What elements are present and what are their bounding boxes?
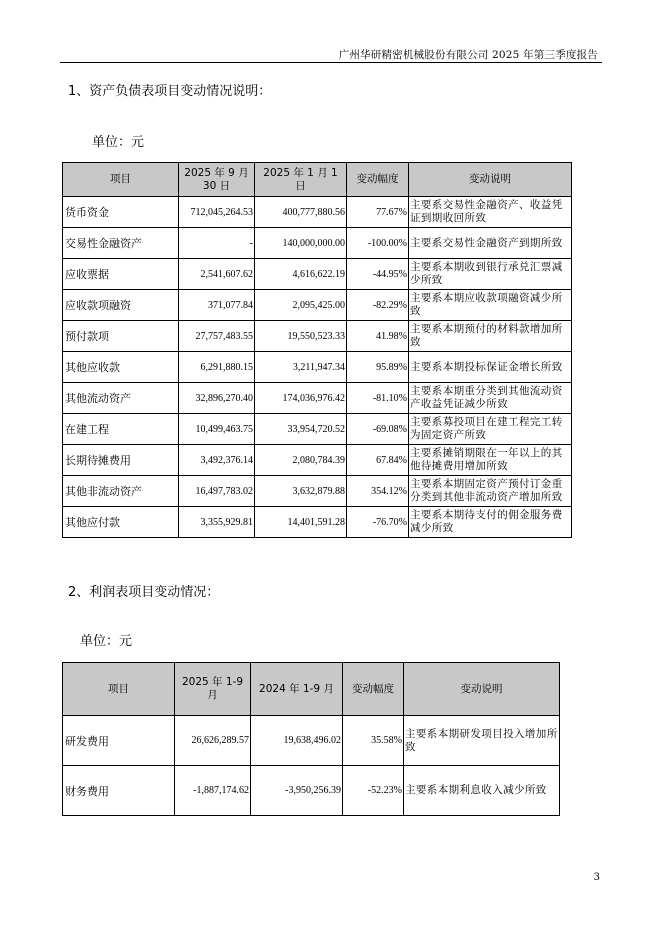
table-row — [63, 290, 572, 321]
table-row — [63, 197, 572, 228]
row-change-note: 主要系募投项目在建工程完工转为固定资产所致 — [409, 414, 572, 445]
row-change-rate: -76.70% — [347, 507, 409, 538]
row-item-name: 其他非流动资产 — [63, 476, 179, 507]
row-change-rate: -82.29% — [347, 290, 409, 321]
row-change-note: 主要系本期待支付的佣金服务费减少所致 — [409, 507, 572, 538]
row-current-value: 32,896,270.40 — [179, 383, 255, 414]
table-row — [63, 476, 572, 507]
row-item-name: 研发费用 — [63, 716, 175, 766]
table-row — [63, 352, 572, 383]
row-item-name: 预付款项 — [63, 321, 179, 352]
row-change-note: 主要系交易性金融资产、收益凭证到期收回所致 — [409, 197, 572, 228]
row-previous-value: 3,632,879.88 — [255, 476, 347, 507]
row-current-value: - — [179, 228, 255, 259]
row-previous-value: 140,000,000.00 — [255, 228, 347, 259]
page-number: 3 — [593, 872, 600, 883]
column-header-note: 变动说明 — [409, 163, 572, 197]
row-previous-value: 19,638,496.02 — [251, 716, 343, 766]
row-current-value: 16,497,783.02 — [179, 476, 255, 507]
column-header-item: 项目 — [63, 163, 179, 197]
row-item-name: 应收款项融资 — [63, 290, 179, 321]
column-header-previous: 2024 年 1-9 月 — [251, 663, 343, 716]
row-change-rate: -52.23% — [343, 766, 404, 816]
row-change-note: 主要系本期收到银行承兑汇票减少所致 — [409, 259, 572, 290]
row-current-value: 371,077.84 — [179, 290, 255, 321]
table-header-row — [63, 163, 572, 197]
row-current-value: 712,045,264.53 — [179, 197, 255, 228]
column-header-note: 变动说明 — [404, 663, 560, 716]
table-row — [63, 507, 572, 538]
row-change-rate: 41.98% — [347, 321, 409, 352]
table-row — [63, 716, 560, 766]
income-statement-changes-table — [62, 662, 560, 816]
row-current-value: 27,757,483.55 — [179, 321, 255, 352]
row-change-rate: -81.10% — [347, 383, 409, 414]
row-item-name: 其他流动资产 — [63, 383, 179, 414]
row-item-name: 在建工程 — [63, 414, 179, 445]
row-change-note: 主要系本期研发项目投入增加所致 — [404, 716, 560, 766]
table-row — [63, 766, 560, 816]
row-item-name: 其他应收款 — [63, 352, 179, 383]
section2-title: 2、利润表项目变动情况： — [68, 585, 220, 600]
row-change-rate: 77.67% — [347, 197, 409, 228]
row-item-name: 货币资金 — [63, 197, 179, 228]
table-row — [63, 228, 572, 259]
row-previous-value: 33,954,720.52 — [255, 414, 347, 445]
row-change-note: 主要系本期应收款项融资减少所致 — [409, 290, 572, 321]
column-header-item: 项目 — [63, 663, 175, 716]
row-change-note: 主要系本期利息收入减少所致 — [404, 766, 560, 816]
row-previous-value: 19,550,523.33 — [255, 321, 347, 352]
row-change-note: 主要系本期重分类到其他流动资产收益凭证减少所致 — [409, 383, 572, 414]
row-change-note: 主要系摊销期限在一年以上的其他待摊费用增加所致 — [409, 445, 572, 476]
table-row — [63, 321, 572, 352]
row-change-rate: 354.12% — [347, 476, 409, 507]
column-header-current: 2025 年 9 月 30 日 — [179, 163, 255, 197]
row-previous-value: 174,036,976.42 — [255, 383, 347, 414]
row-change-rate: 67.84% — [347, 445, 409, 476]
row-current-value: 26,626,289.57 — [175, 716, 251, 766]
row-change-rate: 35.58% — [343, 716, 404, 766]
row-change-rate: -100.00% — [347, 228, 409, 259]
row-change-note: 主要系本期固定资产预付订金重分类到其他非流动资产增加所致 — [409, 476, 572, 507]
row-change-rate: -44.95% — [347, 259, 409, 290]
row-item-name: 长期待摊费用 — [63, 445, 179, 476]
row-previous-value: 14,401,591.28 — [255, 507, 347, 538]
row-previous-value: 400,777,880.56 — [255, 197, 347, 228]
table-row — [63, 414, 572, 445]
row-current-value: -1,887,174.62 — [175, 766, 251, 816]
row-current-value: 6,291,880.15 — [179, 352, 255, 383]
column-header-previous: 2025 年 1 月 1 日 — [255, 163, 347, 197]
row-previous-value: 2,095,425.00 — [255, 290, 347, 321]
row-change-note: 主要系本期预付的材料款增加所致 — [409, 321, 572, 352]
table-row — [63, 445, 572, 476]
header-divider — [60, 62, 602, 63]
row-change-rate: 95.89% — [347, 352, 409, 383]
row-previous-value: 4,616,622.19 — [255, 259, 347, 290]
column-header-change: 变动幅度 — [343, 663, 404, 716]
column-header-current: 2025 年 1-9 月 — [175, 663, 251, 716]
section1-title: 1、资产负债表项目变动情况说明： — [68, 84, 272, 99]
column-header-change: 变动幅度 — [347, 163, 409, 197]
table-row — [63, 259, 572, 290]
table-header-row — [63, 663, 560, 716]
row-change-note: 主要系交易性金融资产到期所致 — [409, 228, 572, 259]
section1-unit: 单位：元 — [92, 135, 145, 150]
row-change-rate: -69.08% — [347, 414, 409, 445]
row-item-name: 交易性金融资产 — [63, 228, 179, 259]
row-current-value: 3,492,376.14 — [179, 445, 255, 476]
row-previous-value: 2,080,784.39 — [255, 445, 347, 476]
row-item-name: 财务费用 — [63, 766, 175, 816]
row-item-name: 应收票据 — [63, 259, 179, 290]
balance-sheet-changes-table — [62, 162, 572, 538]
row-change-note: 主要系本期投标保证金增长所致 — [409, 352, 572, 383]
table-row — [63, 383, 572, 414]
row-current-value: 3,355,929.81 — [179, 507, 255, 538]
row-current-value: 10,499,463.75 — [179, 414, 255, 445]
report-header-title: 广州华研精密机械股份有限公司 2025 年第三季度报告 — [338, 49, 598, 61]
row-previous-value: -3,950,256.39 — [251, 766, 343, 816]
row-item-name: 其他应付款 — [63, 507, 179, 538]
row-current-value: 2,541,607.62 — [179, 259, 255, 290]
row-previous-value: 3,211,947.34 — [255, 352, 347, 383]
section2-unit: 单位：元 — [80, 634, 133, 649]
